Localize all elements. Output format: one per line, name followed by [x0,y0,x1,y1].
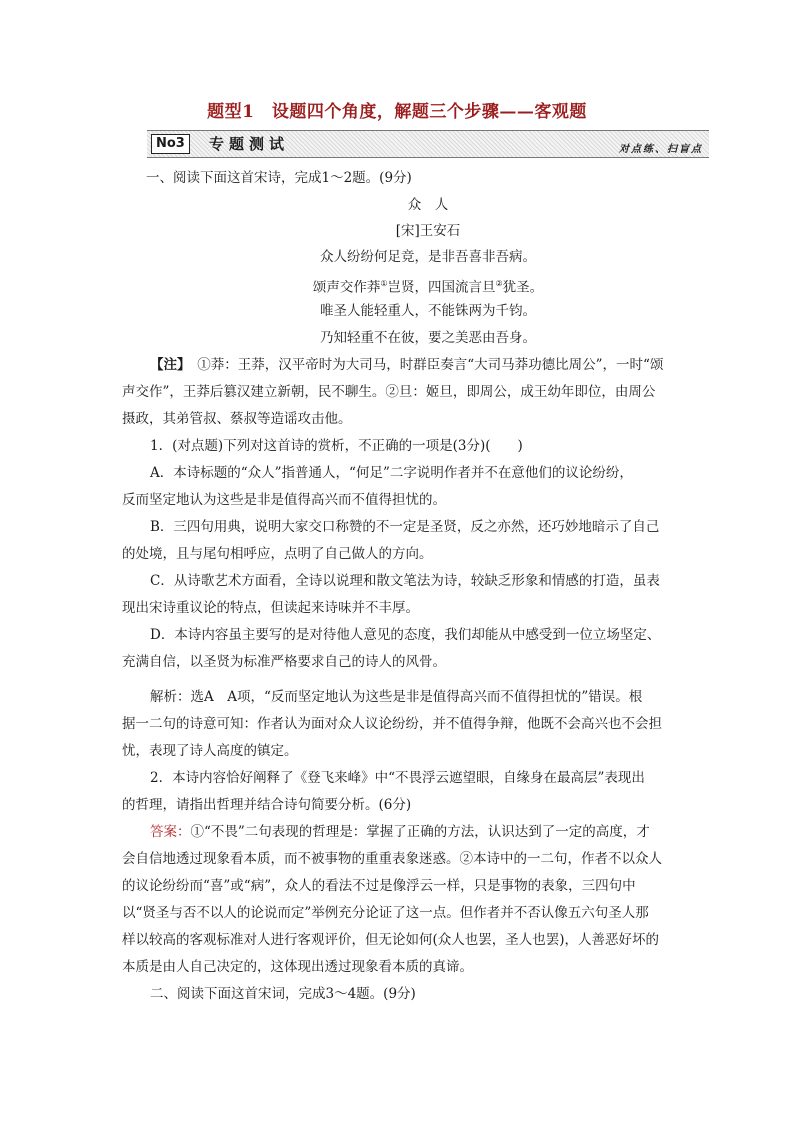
note-label: 【注】 [150,357,191,373]
section-2-heading: 二、阅读下面这首宋词，完成3～4题。(9分) [150,986,416,1002]
option-c-line-1: C．从诗歌艺术方面看，全诗以说理和散文笔法为诗，较缺乏形象和情感的打造，虽表 [150,573,660,589]
option-b-line-2: 的处境，且与尾句相呼应，点明了自己做人的方向。 [122,546,433,562]
option-a-line-2: 反而坚定地认为这些是非是值得高兴而不值得担忧的。 [122,492,446,508]
answer-line-1: 答案：①“不畏”二句表现的哲理是：掌握了正确的方法，认识达到了一定的高度，才 [150,824,650,840]
option-c-line-2: 现出宋诗重议论的特点，但读起来诗味并不丰厚。 [122,600,419,616]
analysis-label: 解析： [150,689,191,705]
poem-title: 众 人 [407,197,449,213]
section-1-heading: 一、阅读下面这首宋诗，完成1～2题。(9分) [146,170,412,186]
poem-line-2: 颂声交作莽①岂贤，四国流言旦②犹圣。 [312,279,544,296]
question-2-line-2: 的哲理，请指出哲理并结合诗句简要分析。(6分) [122,797,412,813]
section-banner [147,130,709,158]
banner-title: 专题测试 [209,135,290,153]
section-number-badge: No3 [151,134,190,154]
answer-label: 答案： [150,824,191,840]
answer-line-5: 样以较高的客观标准对人进行客观评价，但无论如何(众人也罢，圣人也罢)，人善恶好坏的 [122,932,660,948]
poem-line-1: 众人纷纷何足竞，是非吾喜非吾病。 [320,249,536,265]
poem-line-3: 唯圣人能轻重人，不能铢两为千钧。 [320,303,536,319]
question-2-line-1: 2．本诗内容恰好阐释了《登飞来峰》中“不畏浮云遮望眼，自缘身在最高层”表现出 [150,770,645,786]
option-d-line-1: D．本诗内容虽主要写的是对待他人意见的态度，我们却能从中感受到一位立场坚定、 [150,627,661,643]
page-title: 题型1 设题四个角度，解题三个步骤——客观题 [207,102,587,122]
analysis-line-1: 解析：选A A项，“反而坚定地认为这些是非是值得高兴而不值得担忧的”错误。根 [150,689,643,705]
option-a-line-1: A．本诗标题的“众人”指普通人，“何足”二字说明作者并不在意他们的议论纷纷， [150,465,633,481]
question-1: 1．(对点题)下列对这首诗的赏析，不正确的一项是(3分)( ) [150,438,523,454]
analysis-line-2: 据一二句的诗意可知：作者认为面对众人议论纷纷，并不值得争辩，他既不会高兴也不会担 [122,716,662,732]
banner-subtitle: 对点练、扫盲点 [619,144,703,155]
poem-line-4: 乃知轻重不在彼，要之美恶由吾身。 [320,330,536,346]
answer-line-4: 以“贤圣与否不以人的论说而定”举例充分论证了这一点。但作者并不否认像五六句圣人那 [122,905,649,921]
answer-line-3: 的议论纷纷而“喜”或“病”，众人的看法不过是像浮云一样，只是事物的表象，三四句中 [122,878,636,894]
poem-author: [宋]王安石 [395,223,461,239]
poem-note-line-2: 声交作”，王莽后篡汉建立新朝，民不聊生。②旦：姬旦，即周公，成王幼年即位，由周公 [122,384,656,400]
answer-line-2: 会自信地透过现象看本质，而不被事物的重重表象迷惑。②本诗中的一二句，作者不以众人 [122,851,662,867]
analysis-line-3: 忧，表现了诗人高度的镇定。 [122,743,298,759]
poem-note-line-3: 摄政，其弟管叔、蔡叔等造谣攻击他。 [122,411,352,427]
note-mark-1: ① [380,279,388,288]
option-d-line-2: 充满自信，以圣贤为标准严格要求自己的诗人的风骨。 [122,654,446,670]
note-mark-2: ② [495,279,503,288]
answer-line-6: 本质是由人自己决定的，这体现出透过现象看本质的真谛。 [122,959,473,975]
option-b-line-1: B．三四句用典，说明大家交口称赞的不一定是圣贤，反之亦然，还巧妙地暗示了自己 [150,519,660,535]
poem-note-line-1: 【注】 ①莽：王莽，汉平帝时为大司马，时群臣奏言“大司马莽功德比周公”，一时“颂 [150,357,664,373]
